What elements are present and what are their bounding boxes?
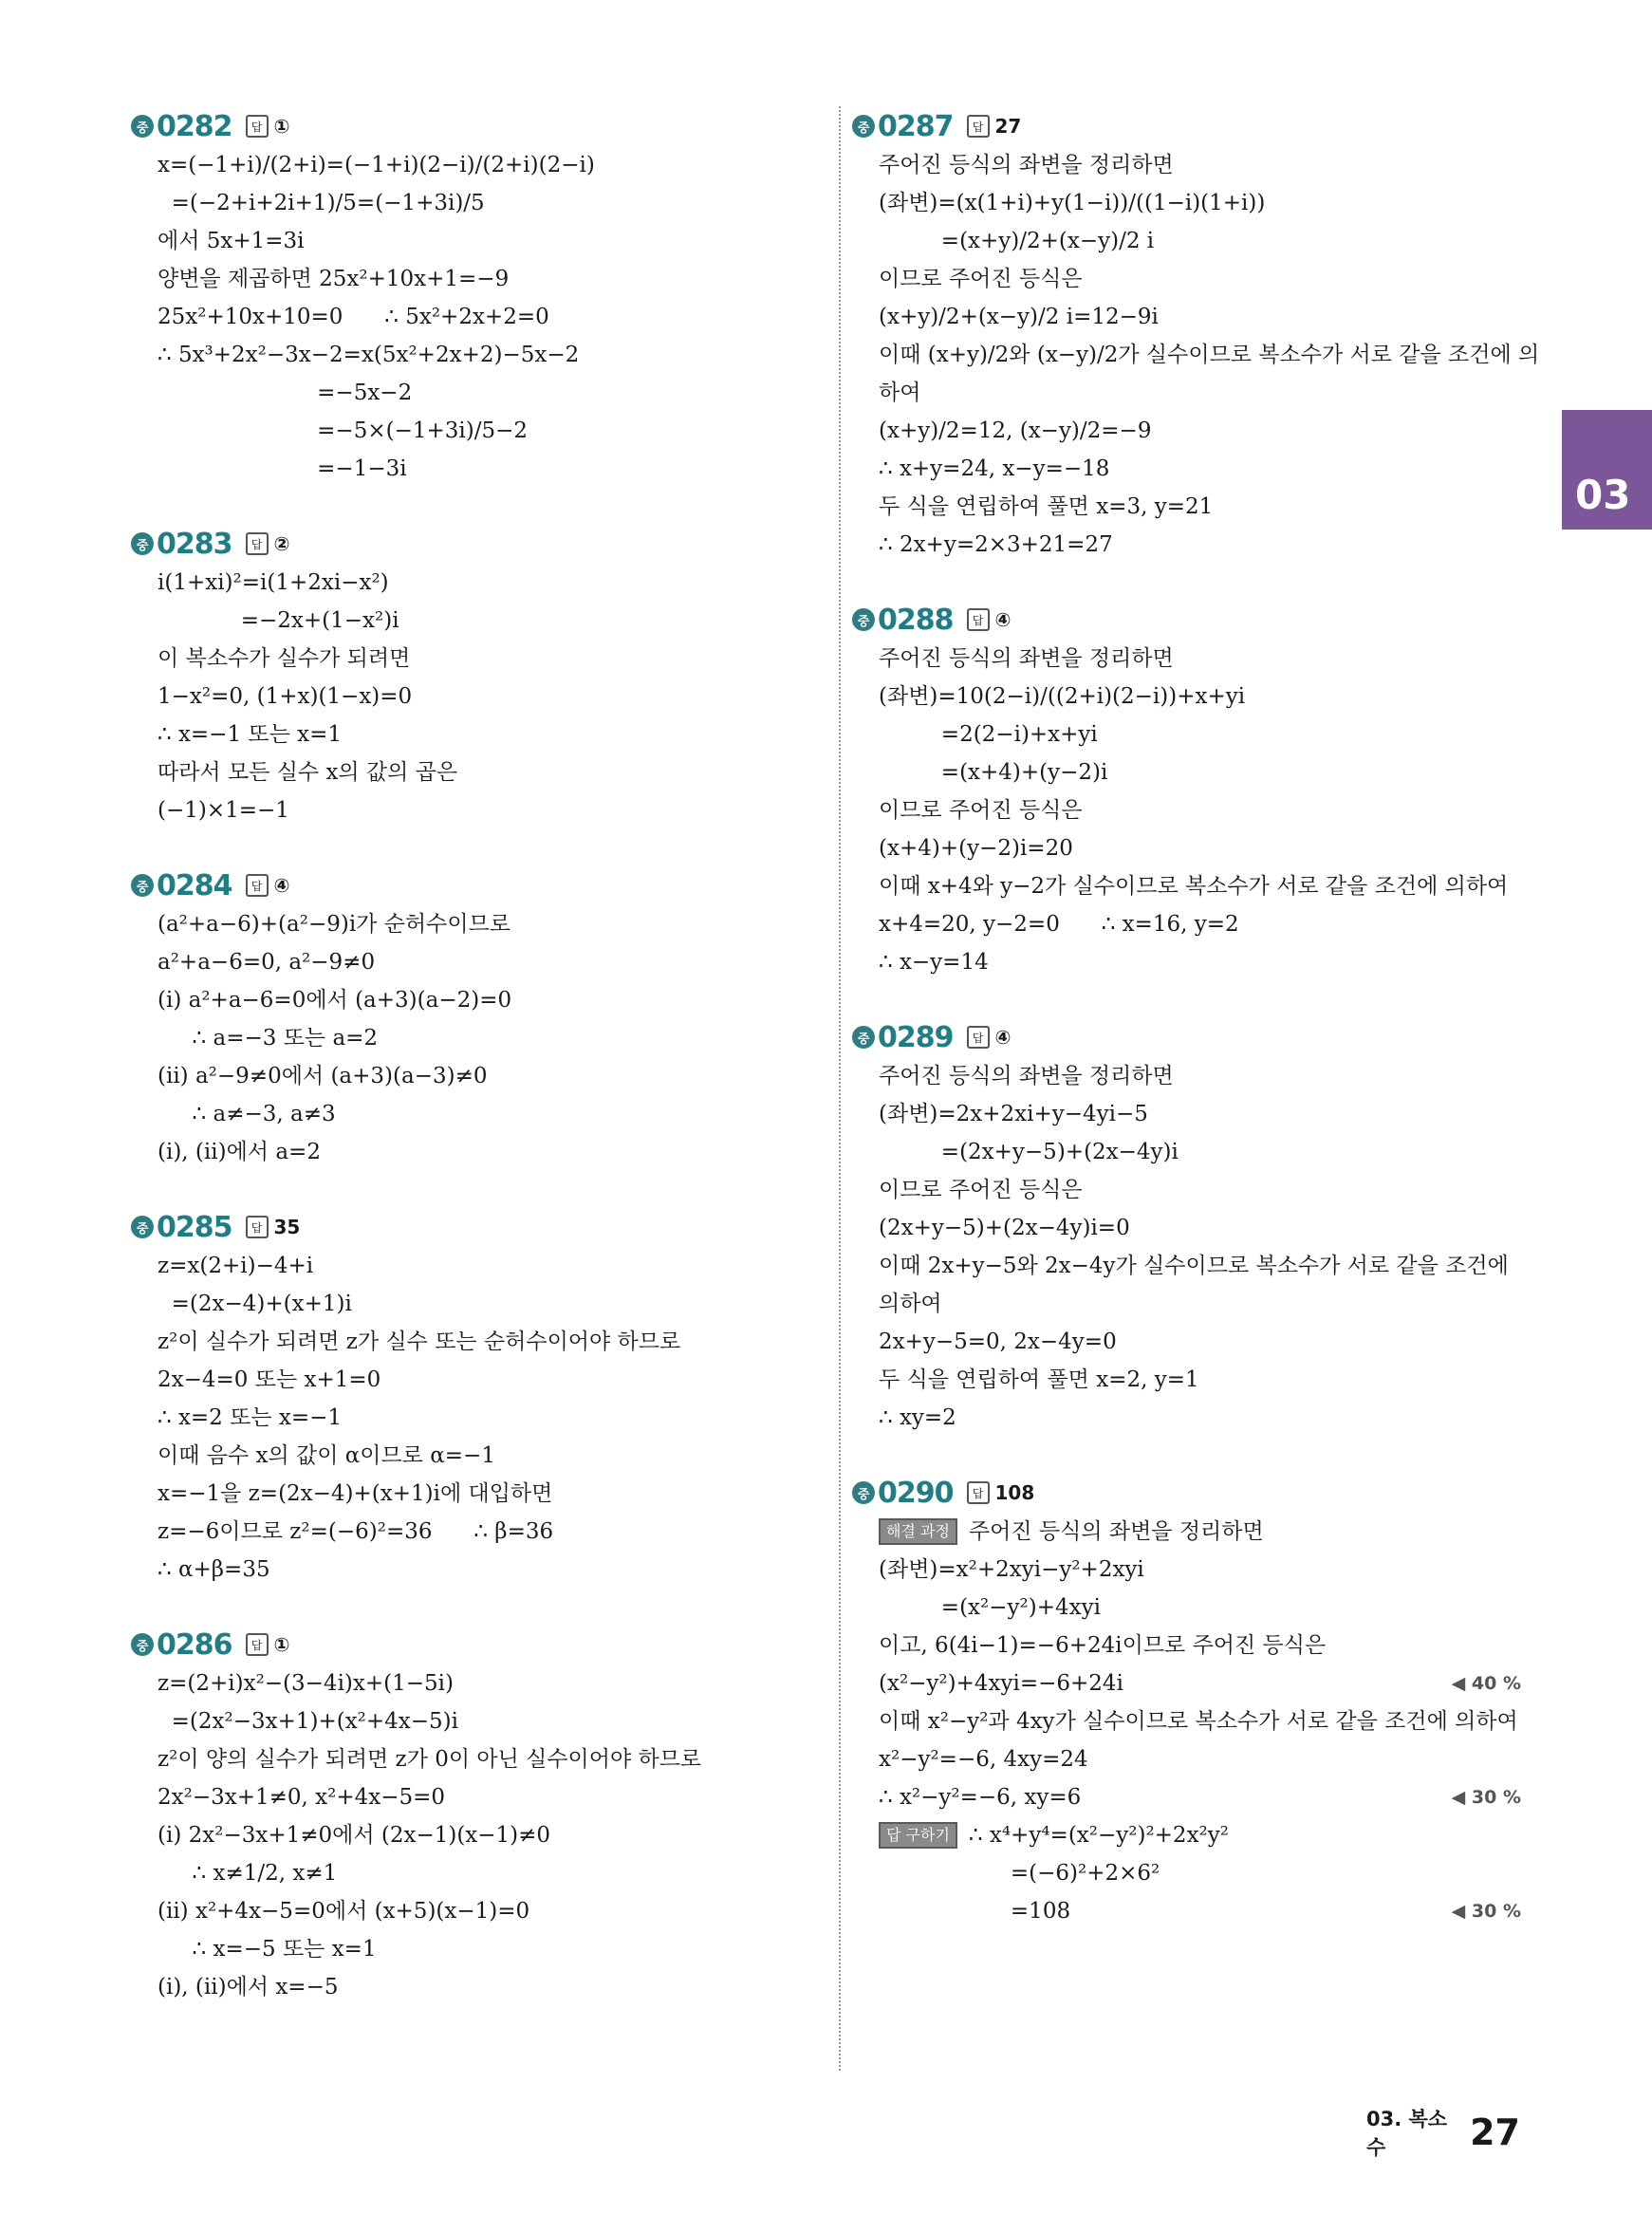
answer-icon: 답 (246, 1633, 269, 1656)
solution-text: 25x²+10x+10=0 ∴ 5x²+2x+2=0 (158, 305, 549, 329)
answer-icon: 답 (246, 1216, 269, 1238)
problem-header (131, 1207, 824, 1247)
solution-line (852, 374, 1521, 412)
solution-line (131, 1778, 824, 1816)
solution-text: (x+y)/2+(x−y)/2 i=12−9i (879, 305, 1159, 329)
solution-line (852, 146, 1521, 184)
solution-text: (2x+y−5)+(2x−4y)i=0 (879, 1216, 1130, 1240)
solution-line (131, 1133, 824, 1171)
solution-text: x=(−1+i)/(2+i)=(−1+i)(2−i)/(2+i)(2−i) (158, 153, 595, 177)
solution-line (852, 943, 1521, 981)
solution-text: (좌변)=(x(1+i)+y(1−i))/((1−i)(1+i)) (879, 191, 1266, 215)
problem-block (852, 600, 1521, 981)
solution-line (852, 1816, 1521, 1854)
solution-line (131, 374, 824, 412)
solution-line (131, 1854, 824, 1892)
solution-text: ∴ 2x+y=2×3+21=27 (879, 532, 1113, 557)
solution-line (852, 260, 1521, 298)
solution-text: 2x²−3x+1≠0, x²+4x−5=0 (158, 1785, 446, 1810)
solution-text: (ⅱ) x²+4x−5=0에서 (x+5)(x−1)=0 (158, 1899, 530, 1924)
solution-line (852, 1854, 1521, 1892)
answer-icon: 답 (967, 115, 990, 138)
solution-text: (x²−y²)+4xyi=−6+24i (879, 1671, 1123, 1696)
solution-line (131, 412, 824, 450)
solution-line (852, 1209, 1521, 1247)
solution-line (852, 1513, 1521, 1551)
solution-text: =−5x−2 (158, 381, 413, 405)
problem-block (852, 106, 1540, 564)
solution-text: (좌변)=x²+2xyi−y²+2xyi (879, 1557, 1144, 1582)
solution-text: ∴ 5x³+2x²−3x−2=x(5x²+2x+2)−5x−2 (158, 343, 580, 367)
solution-line (131, 1437, 824, 1475)
problem-number: 0288 (878, 603, 954, 637)
solution-text: 이므로 주어진 등식은 (879, 798, 1083, 823)
solution-line (852, 753, 1521, 791)
solution-line (131, 678, 824, 716)
problem-number: 0287 (878, 109, 954, 143)
solution-text: (x+y)/2=12, (x−y)/2=−9 (879, 418, 1152, 443)
answer-value: ② (273, 532, 290, 555)
solution-line (131, 1361, 824, 1399)
solution-line (131, 222, 824, 260)
solution-text: =(2x²−3x+1)+(x²+4x−5)i (158, 1709, 458, 1734)
solution-text: z=(2+i)x²−(3−4i)x+(1−5i) (158, 1671, 454, 1696)
level-badge: 중 (852, 1026, 875, 1049)
solution-line (131, 1664, 824, 1702)
solution-line (131, 1930, 824, 1968)
solution-line (131, 336, 824, 374)
solution-line (852, 1057, 1521, 1095)
solution-text: (ⅰ) 2x²−3x+1≠0에서 (2x−1)(x−1)≠0 (158, 1823, 551, 1848)
solution-line (131, 640, 824, 678)
solution-text: 주어진 등식의 좌변을 정리하면 (879, 1064, 1174, 1088)
solution-line (852, 791, 1521, 829)
problem-header (852, 1473, 1521, 1513)
solution-text: 에서 5x+1=3i (158, 229, 305, 253)
solution-line (852, 1247, 1521, 1285)
solution-text: =−1−3i (158, 456, 407, 481)
solution-line (852, 640, 1521, 678)
solution-text: ∴ x²−y²=−6, xy=6 (879, 1785, 1082, 1810)
solution-line (852, 222, 1521, 260)
solution-line (131, 1551, 824, 1589)
solution-line (131, 298, 824, 336)
solution-text: ∴ a≠−3, a≠3 (158, 1102, 336, 1126)
solution-text: x=−1을 z=(2x−4)+(x+1)i에 대입하면 (158, 1481, 553, 1506)
answer-icon: 답 (967, 608, 990, 631)
solution-line (131, 1740, 824, 1778)
solution-line (131, 905, 824, 943)
solution-line (131, 1475, 824, 1513)
solution-line (852, 1285, 1521, 1323)
solution-text: x+4=20, y−2=0 ∴ x=16, y=2 (879, 912, 1239, 937)
solution-line (852, 1133, 1521, 1171)
solution-text: a²+a−6=0, a²−9≠0 (158, 950, 376, 975)
solution-text: =(x+4)+(y−2)i (879, 760, 1108, 785)
solution-text: ∴ x−y=14 (879, 950, 989, 975)
solution-text: =(x+y)/2+(x−y)/2 i (879, 229, 1155, 253)
solution-line (131, 1816, 824, 1854)
problem-header (852, 600, 1521, 640)
solution-line (852, 1627, 1521, 1664)
answer-value: ① (273, 115, 290, 138)
solution-line (131, 1702, 824, 1740)
step-tag: 해결 과정 (879, 1518, 957, 1545)
answer-value: 35 (273, 1216, 301, 1238)
solution-text: ∴ x≠1/2, x≠1 (158, 1861, 338, 1886)
solution-text: 이때 x²−y²과 4xy가 실수이므로 복소수가 서로 같을 조건에 의하여 (879, 1709, 1518, 1734)
solution-text: (a²+a−6)+(a²−9)i가 순허수이므로 (158, 912, 511, 937)
solution-text: ∴ α+β=35 (158, 1557, 270, 1582)
solution-text: ∴ x+y=24, x−y=−18 (879, 456, 1110, 481)
level-badge: 중 (852, 115, 875, 138)
solution-text: 이때 2x+y−5와 2x−4y가 실수이므로 복소수가 서로 같을 조건에 (879, 1254, 1509, 1278)
step-tag: 답 구하기 (879, 1822, 957, 1849)
solution-line (852, 829, 1521, 867)
answer-icon: 답 (967, 1481, 990, 1504)
solution-line (852, 1551, 1521, 1589)
solution-line (131, 1057, 824, 1095)
solution-text: 이므로 주어진 등식은 (879, 1178, 1083, 1202)
problem-block (131, 1207, 824, 1589)
column-divider (839, 106, 841, 2071)
solution-line (852, 184, 1521, 222)
solution-text: (좌변)=2x+2xi+y−4yi−5 (879, 1102, 1148, 1126)
solution-line (852, 488, 1521, 526)
problem-header (131, 106, 824, 146)
solution-line (131, 1285, 824, 1323)
solution-text: 이때 x+4와 y−2가 실수이므로 복소수가 서로 같을 조건에 의하여 (879, 874, 1509, 899)
solution-text: =(2x+y−5)+(2x−4y)i (879, 1140, 1179, 1164)
level-badge: 중 (131, 532, 154, 555)
solution-text: 1−x²=0, (1+x)(1−x)=0 (158, 684, 413, 709)
solution-line (131, 1095, 824, 1133)
solution-text: ∴ x=−5 또는 x=1 (158, 1937, 377, 1962)
solution-line (852, 1740, 1521, 1778)
solution-line (852, 1361, 1521, 1399)
answer-value: ④ (994, 608, 1012, 631)
answer-value: ④ (994, 1026, 1012, 1049)
level-badge: 중 (131, 1216, 154, 1238)
solution-text: z²이 양의 실수가 되려면 z가 0이 아닌 실수이어야 하므로 (158, 1747, 702, 1772)
solution-text: =2(2−i)+x+yi (879, 722, 1098, 747)
answer-icon: 답 (246, 115, 269, 138)
problem-header (131, 1625, 824, 1664)
problem-header (852, 1017, 1521, 1057)
chapter-tab-label: 03 (1575, 472, 1631, 518)
solution-line (131, 1892, 824, 1930)
solution-text: =−5×(−1+3i)/5−2 (158, 418, 529, 443)
solution-text: z=x(2+i)−4+i (158, 1254, 314, 1278)
level-badge: 중 (852, 608, 875, 631)
problem-number: 0290 (878, 1476, 954, 1510)
solution-line (852, 1323, 1521, 1361)
answer-icon: 답 (246, 532, 269, 555)
answer-icon: 답 (967, 1026, 990, 1049)
right-column (852, 106, 1540, 1966)
solution-line (131, 1247, 824, 1285)
solution-line (131, 1399, 824, 1437)
footer-chapter: 03. 복소수 (1366, 2108, 1448, 2159)
solution-text: 양변을 제곱하면 25x²+10x+1=−9 (158, 267, 510, 291)
problem-header (131, 524, 824, 564)
solution-line (852, 867, 1521, 905)
solution-text: (ⅰ), (ⅱ)에서 a=2 (158, 1140, 321, 1164)
solution-text: 이고, 6(4i−1)=−6+24i이므로 주어진 등식은 (879, 1633, 1327, 1658)
solution-text: 주어진 등식의 좌변을 정리하면 (879, 153, 1174, 177)
solution-line (852, 1892, 1521, 1930)
solution-text: (ⅱ) a²−9≠0에서 (a+3)(a−3)≠0 (158, 1064, 488, 1088)
problem-header (131, 865, 824, 905)
solution-text: (x+4)+(y−2)i=20 (879, 836, 1073, 861)
level-badge: 중 (131, 1633, 154, 1656)
solution-text: x²−y²=−6, 4xy=24 (879, 1747, 1088, 1772)
problem-number: 0283 (157, 527, 232, 561)
solution-text: z=−6이므로 z²=(−6)²=36 ∴ β=36 (158, 1519, 554, 1544)
chapter-tab (1562, 410, 1652, 530)
level-badge: 중 (852, 1481, 875, 1504)
problem-block (131, 524, 824, 829)
solution-text: z²이 실수가 되려면 z가 실수 또는 순허수이어야 하므로 (158, 1330, 681, 1354)
solution-line (131, 791, 824, 829)
solution-line (852, 1778, 1521, 1816)
solution-line (131, 1323, 824, 1361)
solution-text: 의하여 (879, 1292, 942, 1316)
solution-text: 두 식을 연립하여 풀면 x=3, y=21 (879, 494, 1214, 519)
solution-text: 따라서 모든 실수 x의 값의 곱은 (158, 760, 458, 785)
problem-block (852, 1017, 1521, 1437)
solution-line (852, 1589, 1521, 1627)
solution-line (131, 1968, 824, 2006)
solution-text: (−1)×1=−1 (158, 798, 289, 823)
level-badge: 중 (131, 874, 154, 897)
solution-text: i(1+xi)²=i(1+2xi−x²) (158, 570, 389, 595)
solution-line (131, 1019, 824, 1057)
solution-line (852, 450, 1521, 488)
page-number: 27 (1470, 2111, 1520, 2153)
solution-text: 하여 (879, 381, 921, 405)
answer-value: 27 (994, 115, 1022, 138)
solution-line (852, 1399, 1521, 1437)
solution-line (852, 1664, 1521, 1702)
solution-text: 이때 음수 x의 값이 α이므로 α=−1 (158, 1443, 495, 1468)
problem-number: 0286 (157, 1627, 232, 1662)
solution-line (852, 1702, 1521, 1740)
answer-value: ④ (273, 874, 290, 897)
solution-line (131, 602, 824, 640)
solution-line (131, 564, 824, 602)
solution-text: 이때 (x+y)/2와 (x−y)/2가 실수이므로 복소수가 서로 같을 조건에 의 (879, 343, 1540, 367)
solution-text: ∴ x=2 또는 x=−1 (158, 1405, 343, 1430)
solution-line (852, 716, 1521, 753)
solution-text: ∴ x⁴+y⁴=(x²−y²)²+2x²y² (968, 1823, 1229, 1848)
score-percent: ◀ 30 % (1451, 1787, 1521, 1808)
solution-text: =−2x+(1−x²)i (158, 608, 399, 633)
solution-line (852, 678, 1521, 716)
solution-line (131, 943, 824, 981)
solution-line (852, 526, 1521, 564)
score-percent: ◀ 40 % (1451, 1673, 1521, 1694)
problem-number: 0284 (157, 868, 232, 902)
solution-text: =(−2+i+2i+1)/5=(−1+3i)/5 (158, 191, 485, 215)
solution-line (131, 716, 824, 753)
solution-line (852, 412, 1521, 450)
level-badge: 중 (131, 115, 154, 138)
left-column (131, 106, 824, 2042)
problem-number: 0282 (157, 109, 232, 143)
solution-text: ∴ xy=2 (879, 1405, 956, 1430)
problem-header (852, 106, 1521, 146)
solution-line (852, 905, 1521, 943)
solution-text: 2x+y−5=0, 2x−4y=0 (879, 1330, 1117, 1354)
problem-block (852, 1473, 1521, 1930)
problem-number: 0289 (878, 1020, 954, 1054)
problem-block (131, 1625, 824, 2006)
solution-line (131, 753, 824, 791)
solution-line (131, 1513, 824, 1551)
solution-line (131, 184, 824, 222)
page-footer (1366, 2108, 1520, 2159)
problem-number: 0285 (157, 1210, 232, 1244)
solution-text: (ⅰ), (ⅱ)에서 x=−5 (158, 1975, 339, 1999)
solution-line (852, 1095, 1521, 1133)
solution-line (131, 260, 824, 298)
solution-text: =(2x−4)+(x+1)i (158, 1292, 352, 1316)
answer-value: ① (273, 1633, 290, 1656)
solution-line (131, 981, 824, 1019)
solution-text: 주어진 등식의 좌변을 정리하면 (879, 646, 1174, 671)
problem-block (131, 865, 824, 1171)
solution-text: 2x−4=0 또는 x+1=0 (158, 1367, 381, 1392)
score-percent: ◀ 30 % (1451, 1901, 1521, 1922)
solution-text: 주어진 등식의 좌변을 정리하면 (968, 1519, 1264, 1544)
answer-icon: 답 (246, 874, 269, 897)
solution-line (131, 146, 824, 184)
solution-line (131, 450, 824, 488)
answer-value: 108 (994, 1481, 1035, 1504)
solution-text: 이 복소수가 실수가 되려면 (158, 646, 411, 671)
solution-text: ∴ a=−3 또는 a=2 (158, 1026, 379, 1051)
solution-text: (ⅰ) a²+a−6=0에서 (a+3)(a−2)=0 (158, 988, 512, 1013)
solution-text: =(x²−y²)+4xyi (879, 1595, 1101, 1620)
solution-text: 두 식을 연립하여 풀면 x=2, y=1 (879, 1367, 1199, 1392)
solution-line (852, 336, 1540, 374)
solution-text: =108 (879, 1899, 1071, 1924)
problem-block (131, 106, 824, 488)
solution-text: (좌변)=10(2−i)/((2+i)(2−i))+x+yi (879, 684, 1246, 709)
solution-text: ∴ x=−1 또는 x=1 (158, 722, 343, 747)
solution-text: =(−6)²+2×6² (879, 1861, 1160, 1886)
solution-line (852, 1171, 1521, 1209)
solution-text: 이므로 주어진 등식은 (879, 267, 1083, 291)
solution-line (852, 298, 1521, 336)
